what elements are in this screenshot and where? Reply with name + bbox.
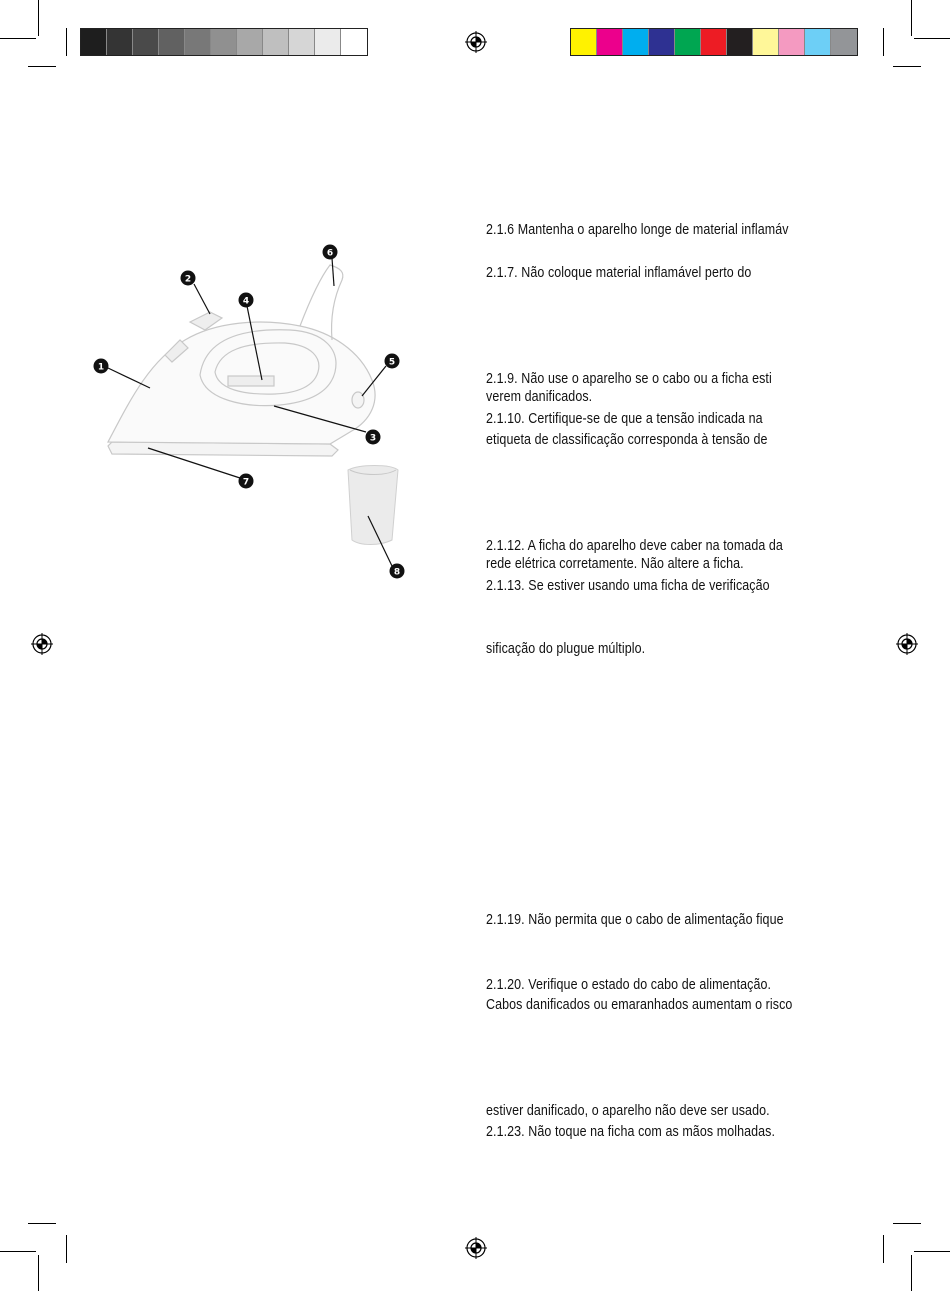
color-swatch bbox=[597, 29, 623, 55]
callout-number: 4 bbox=[242, 296, 250, 307]
color-swatch bbox=[185, 29, 211, 55]
callout-number: 2 bbox=[184, 274, 192, 285]
color-swatch bbox=[779, 29, 805, 55]
callout-number: 5 bbox=[388, 357, 396, 368]
color-swatch bbox=[289, 29, 315, 55]
callout-7 bbox=[239, 474, 254, 489]
callout-number: 8 bbox=[393, 567, 401, 578]
color-swatch bbox=[133, 29, 159, 55]
text-line: 2.1.6 Mantenha o aparelho longe de material inflamáv bbox=[486, 222, 789, 238]
color-swatch bbox=[701, 29, 727, 55]
callout-number: 6 bbox=[326, 248, 334, 259]
callout-2 bbox=[181, 271, 196, 286]
registration-mark-icon bbox=[896, 633, 918, 655]
callout-number: 1 bbox=[97, 362, 105, 373]
text-line: etiqueta de classificação corresponda à tensão de bbox=[486, 432, 768, 448]
callout-6 bbox=[323, 245, 338, 260]
text-line: verem danificados. bbox=[486, 389, 593, 405]
text-line: 2.1.9. Não use o aparelho se o cabo ou a ficha esti bbox=[486, 371, 772, 387]
text-line: rede elétrica corretamente. Não altere a ficha. bbox=[486, 556, 744, 572]
callout-8 bbox=[390, 564, 405, 579]
registration-mark-icon bbox=[465, 31, 487, 53]
color-swatch bbox=[623, 29, 649, 55]
color-swatch bbox=[831, 29, 857, 55]
text-line: 2.1.13. Se estiver usando uma ficha de verificação bbox=[486, 578, 770, 594]
color-swatch bbox=[727, 29, 753, 55]
color-swatch bbox=[753, 29, 779, 55]
text-line: 2.1.20. Verifique o estado do cabo de alimentação. bbox=[486, 977, 772, 993]
color-swatch bbox=[315, 29, 341, 55]
registration-mark-icon bbox=[465, 1237, 487, 1259]
text-line: sificação do plugue múltiplo. bbox=[486, 641, 646, 657]
callout-4 bbox=[239, 293, 254, 308]
color-swatch bbox=[107, 29, 133, 55]
callout-3 bbox=[366, 430, 381, 445]
registration-mark-icon bbox=[31, 633, 53, 655]
text-line: estiver danificado, o aparelho não deve ser usado. bbox=[486, 1103, 770, 1119]
text-line: 2.1.7. Não coloque material inflamável perto do bbox=[486, 265, 752, 281]
iron-illustration bbox=[108, 265, 375, 456]
text-line: 2.1.19. Não permita que o cabo de alimentação fique bbox=[486, 912, 784, 928]
measuring-cup-illustration bbox=[348, 466, 398, 545]
callout-number: 7 bbox=[242, 477, 250, 488]
color-swatch bbox=[341, 29, 367, 55]
color-swatch bbox=[675, 29, 701, 55]
color-swatch bbox=[805, 29, 831, 55]
callout-1 bbox=[94, 359, 109, 374]
color-swatch bbox=[237, 29, 263, 55]
text-line: 2.1.12. A ficha do aparelho deve caber na tomada da bbox=[486, 538, 783, 554]
color-swatch bbox=[263, 29, 289, 55]
color-swatch bbox=[159, 29, 185, 55]
color-swatch bbox=[211, 29, 237, 55]
color-swatch bbox=[81, 29, 107, 55]
steam-iron-diagram bbox=[85, 240, 415, 580]
text-line: 2.1.10. Certifique-se de que a tensão indicada na bbox=[486, 411, 763, 427]
color-calibration-bar bbox=[570, 28, 858, 56]
text-line: Cabos danificados ou emaranhados aumentam o risco bbox=[486, 997, 793, 1013]
callout-5 bbox=[385, 354, 400, 369]
grayscale-calibration-bar bbox=[80, 28, 368, 56]
color-swatch bbox=[571, 29, 597, 55]
color-swatch bbox=[649, 29, 675, 55]
text-line: 2.1.23. Não toque na ficha com as mãos molhadas. bbox=[486, 1124, 776, 1140]
callout-number: 3 bbox=[369, 433, 377, 444]
